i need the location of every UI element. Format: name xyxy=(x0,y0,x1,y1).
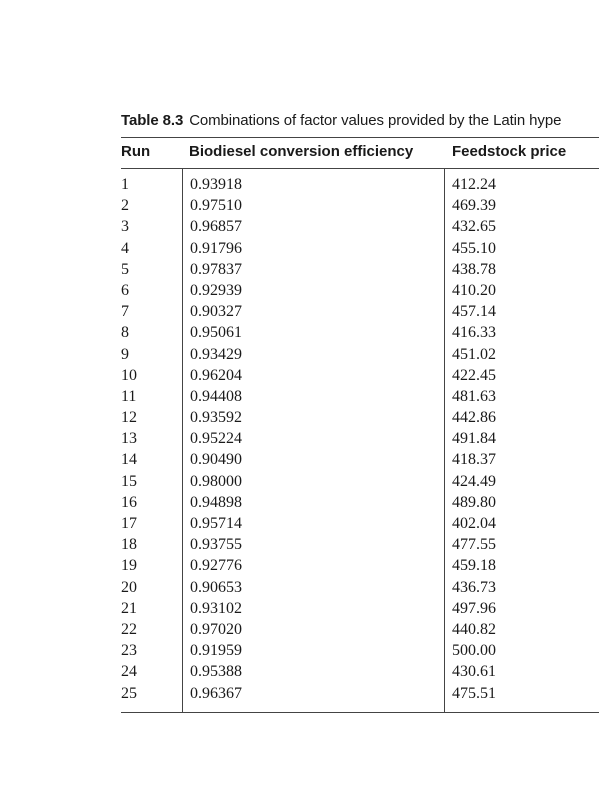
cell-run: 5 xyxy=(121,260,129,278)
cell-price: 455.10 xyxy=(452,239,496,257)
table-row xyxy=(0,301,599,322)
table-row xyxy=(0,386,599,407)
cell-price: 442.86 xyxy=(452,409,496,427)
cell-efficiency: 0.93102 xyxy=(190,599,242,617)
table-row xyxy=(0,577,599,598)
table-row xyxy=(0,174,599,195)
cell-run: 12 xyxy=(121,409,137,427)
cell-efficiency: 0.91959 xyxy=(190,642,242,660)
cell-efficiency: 0.90327 xyxy=(190,303,242,321)
cell-run: 19 xyxy=(121,557,137,575)
table-row xyxy=(0,661,599,682)
header-price: Feedstock price xyxy=(452,143,567,160)
table-row xyxy=(0,259,599,280)
cell-efficiency: 0.97510 xyxy=(190,197,242,215)
cell-efficiency: 0.95224 xyxy=(190,430,242,448)
table-caption xyxy=(121,112,561,129)
table-row xyxy=(0,471,599,492)
cell-efficiency: 0.97837 xyxy=(190,260,242,278)
cell-price: 410.20 xyxy=(452,281,496,299)
cell-price: 416.33 xyxy=(452,324,496,342)
cell-efficiency: 0.94408 xyxy=(190,387,242,405)
cell-efficiency: 0.93755 xyxy=(190,536,242,554)
table-row xyxy=(0,534,599,555)
cell-price: 422.45 xyxy=(452,366,496,384)
table-row xyxy=(0,344,599,365)
cell-efficiency: 0.90490 xyxy=(190,451,242,469)
cell-run: 2 xyxy=(121,197,129,215)
table-row xyxy=(0,640,599,661)
cell-run: 20 xyxy=(121,578,137,596)
table-row xyxy=(0,407,599,428)
cell-run: 16 xyxy=(121,493,137,511)
cell-price: 457.14 xyxy=(452,303,496,321)
cell-run: 25 xyxy=(121,684,137,702)
table-body xyxy=(0,174,599,704)
cell-run: 9 xyxy=(121,345,129,363)
table-row xyxy=(0,449,599,470)
table-row xyxy=(0,216,599,237)
table-top-rule xyxy=(121,137,599,138)
table-row xyxy=(0,555,599,576)
cell-efficiency: 0.93592 xyxy=(190,409,242,427)
cell-run: 1 xyxy=(121,176,129,193)
cell-run: 18 xyxy=(121,536,137,554)
cell-price: 459.18 xyxy=(452,557,496,575)
cell-price: 491.84 xyxy=(452,430,496,448)
cell-price: 424.49 xyxy=(452,472,496,490)
cell-price: 477.55 xyxy=(452,536,496,554)
table-row xyxy=(0,280,599,301)
cell-run: 14 xyxy=(121,451,137,469)
table-caption-text: Combinations of factor values provided by the Latin hype xyxy=(189,112,562,129)
table-row xyxy=(0,619,599,640)
table-row xyxy=(0,365,599,386)
cell-run: 17 xyxy=(121,515,137,532)
header-bottom-rule xyxy=(121,168,599,169)
table-row xyxy=(0,238,599,259)
cell-run: 21 xyxy=(121,599,137,617)
cell-price: 438.78 xyxy=(452,260,496,278)
cell-efficiency: 0.95714 xyxy=(190,515,242,532)
cell-price: 418.37 xyxy=(452,451,496,469)
cell-efficiency: 0.93429 xyxy=(190,345,242,363)
cell-efficiency: 0.95388 xyxy=(190,663,242,681)
cell-price: 432.65 xyxy=(452,218,496,236)
table-row xyxy=(0,428,599,449)
cell-run: 24 xyxy=(121,663,137,681)
cell-price: 451.02 xyxy=(452,345,496,363)
cell-efficiency: 0.96367 xyxy=(190,684,242,702)
header-run: Run xyxy=(121,143,151,160)
cell-run: 10 xyxy=(121,366,137,384)
cell-efficiency: 0.91796 xyxy=(190,239,242,257)
cell-run: 3 xyxy=(121,218,129,236)
cell-price: 497.96 xyxy=(452,599,496,617)
cell-price: 489.80 xyxy=(452,493,496,511)
cell-run: 8 xyxy=(121,324,129,342)
cell-efficiency: 0.92939 xyxy=(190,281,242,299)
cell-price: 402.04 xyxy=(452,515,496,532)
table-row xyxy=(0,683,599,704)
cell-efficiency: 0.96857 xyxy=(190,218,242,236)
table-number: Table 8.3 xyxy=(121,112,184,129)
header-efficiency: Biodiesel conversion efficiency xyxy=(189,143,414,160)
cell-run: 13 xyxy=(121,430,137,448)
cell-efficiency: 0.96204 xyxy=(190,366,242,384)
cell-efficiency: 0.97020 xyxy=(190,620,242,638)
cell-run: 22 xyxy=(121,620,137,638)
cell-price: 500.00 xyxy=(452,642,496,660)
cell-run: 23 xyxy=(121,642,137,660)
cell-efficiency: 0.94898 xyxy=(190,493,242,511)
table-bottom-rule xyxy=(121,712,599,713)
cell-efficiency: 0.90653 xyxy=(190,578,242,596)
cell-run: 7 xyxy=(121,303,129,321)
cell-price: 412.24 xyxy=(452,176,496,193)
table-row xyxy=(0,492,599,513)
cell-price: 481.63 xyxy=(452,387,496,405)
table-row xyxy=(0,513,599,534)
cell-price: 430.61 xyxy=(452,663,496,681)
table-row xyxy=(0,195,599,216)
cell-efficiency: 0.95061 xyxy=(190,324,242,342)
cell-price: 469.39 xyxy=(452,197,496,215)
table-row xyxy=(0,598,599,619)
cell-price: 475.51 xyxy=(452,684,496,702)
cell-efficiency: 0.92776 xyxy=(190,557,242,575)
cell-run: 15 xyxy=(121,472,137,490)
cell-price: 436.73 xyxy=(452,578,496,596)
cell-price: 440.82 xyxy=(452,620,496,638)
table-row xyxy=(0,322,599,343)
cell-run: 4 xyxy=(121,239,129,257)
cell-efficiency: 0.98000 xyxy=(190,472,242,490)
cell-efficiency: 0.93918 xyxy=(190,176,242,193)
cell-run: 11 xyxy=(121,387,137,405)
cell-run: 6 xyxy=(121,281,129,299)
